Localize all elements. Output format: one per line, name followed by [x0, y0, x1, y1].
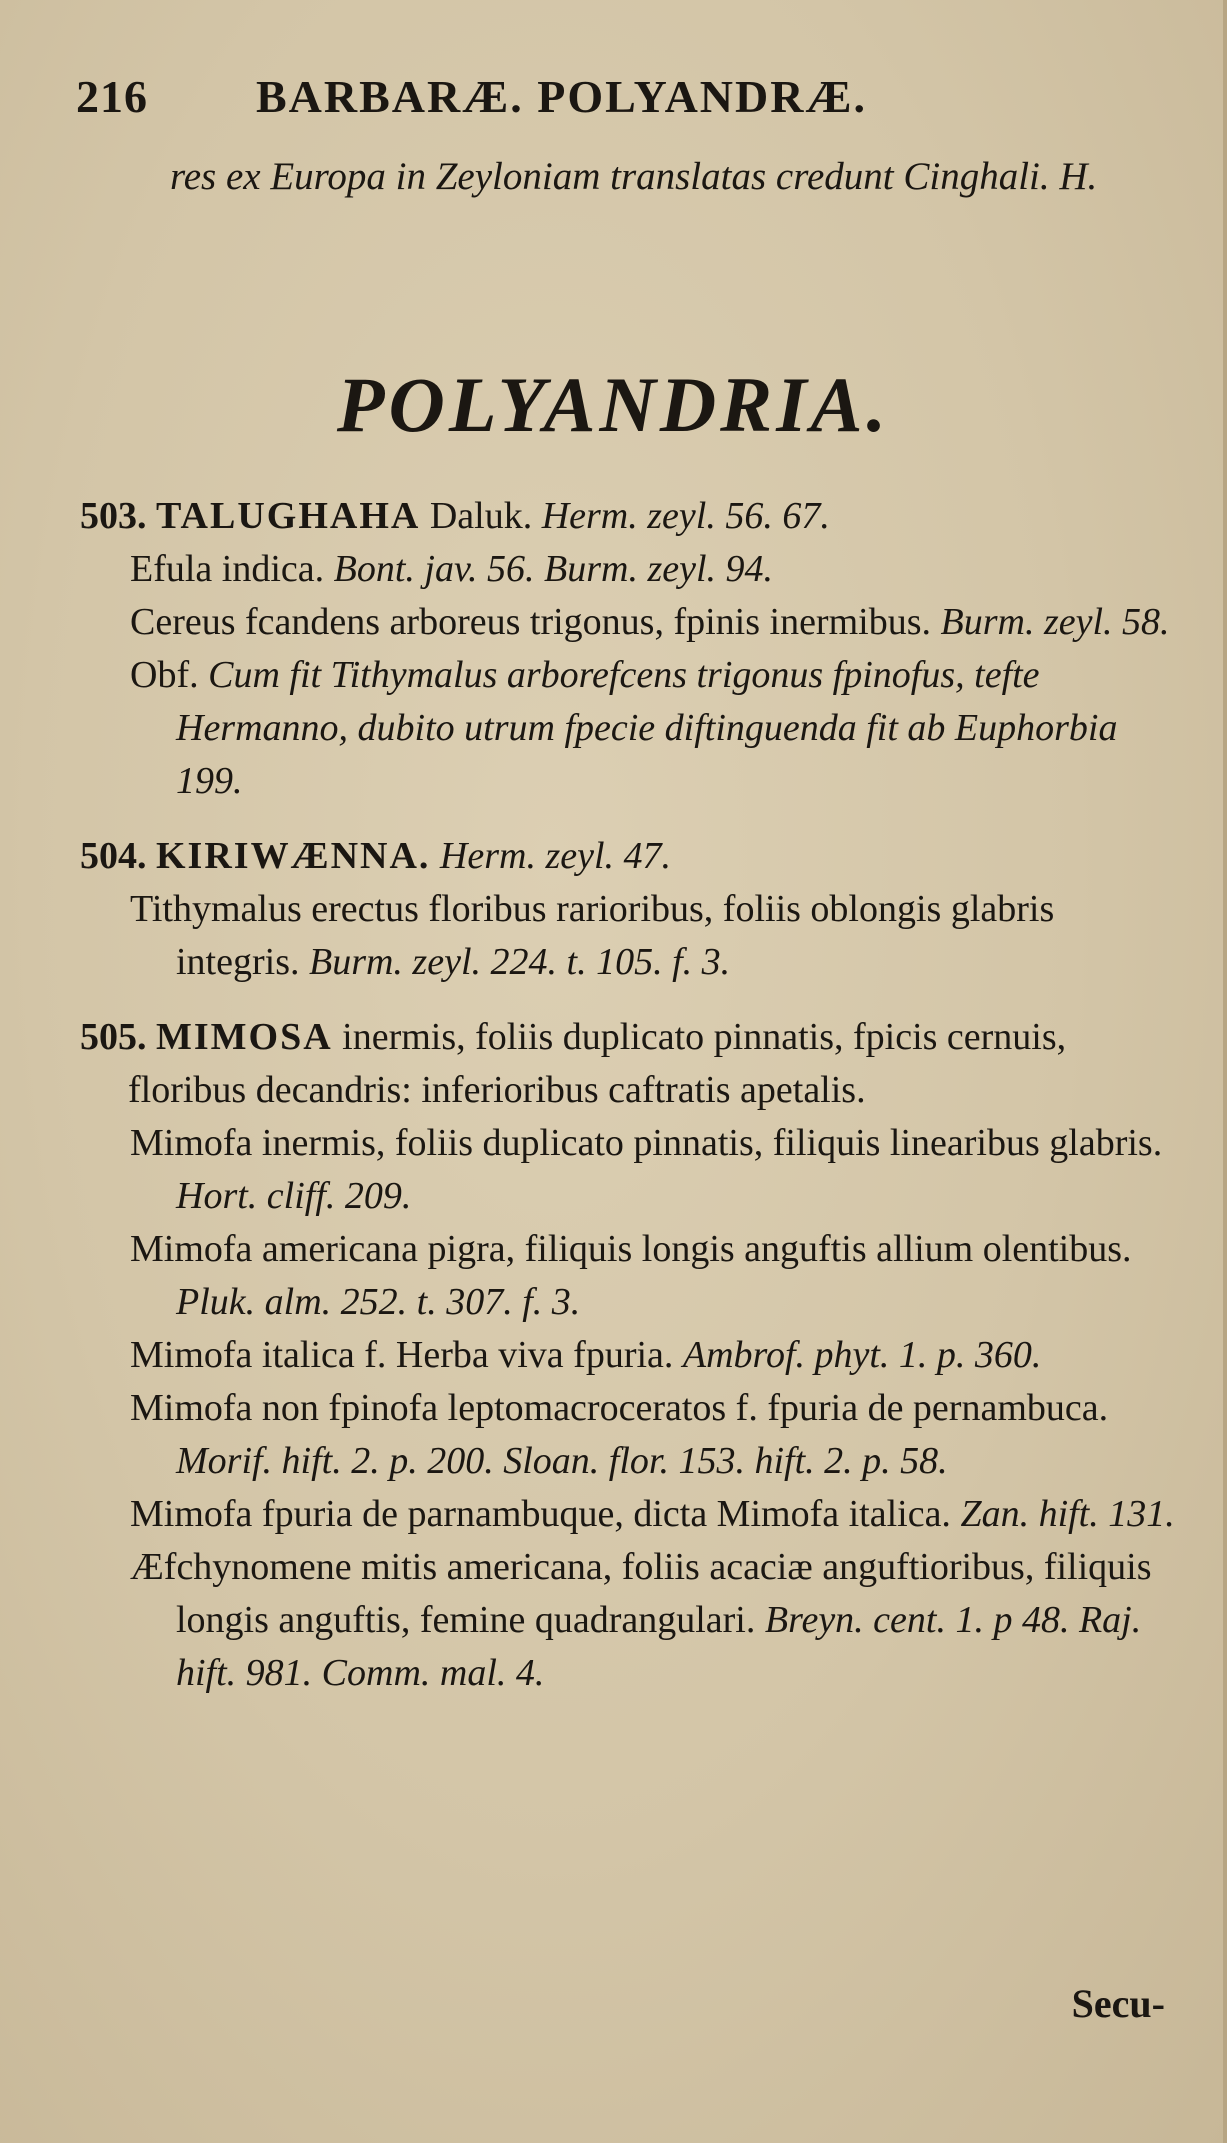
- synonym: [80, 1488, 1180, 1541]
- entry-name-tail: Daluk.: [420, 495, 533, 537]
- synonym: [80, 1329, 1180, 1382]
- synonym-reference: Burm. zeyl. 224. t. 105. f. 3.: [308, 941, 731, 983]
- synonym-reference: Pluk. alm. 252. t. 307. f. 3.: [176, 1281, 581, 1323]
- synonym: [80, 1117, 1180, 1223]
- synonym-text: Mimofa fpuria de parnambuque, dicta Mimofa italica.: [130, 1493, 951, 1535]
- synonym: [80, 1382, 1180, 1488]
- synonym-text: Mimofa inermis, foliis duplicato pinnatis, filiquis linearibus glabris.: [130, 1122, 1163, 1164]
- synonym: [80, 1541, 1180, 1700]
- entry-name-tail: inermis, foliis duplicato pinnatis, fpicis cernuis, floribus decandris: inferioribus caftratis apetalis.: [128, 1016, 1067, 1111]
- synonym-reference: Zan. hift. 131.: [960, 1493, 1175, 1535]
- entry-505: [80, 1011, 1180, 1700]
- observation: [80, 649, 1180, 808]
- synonym-text: Tithymalus erectus floribus rarioribus, foliis oblongis glabris integris.: [130, 888, 1055, 983]
- entry-head: [80, 490, 1180, 543]
- synonym-text: Æfchynomene mitis americana, foliis acaciæ anguftioribus, filiquis longis anguftis, femine quadrangulari.: [130, 1546, 1152, 1641]
- running-title: BARBARÆ. POLYANDRÆ.: [256, 71, 867, 122]
- synonym-text: Mimofa italica f. Herba viva fpuria.: [130, 1334, 674, 1376]
- synonym-text: Cereus fcandens arboreus trigonus, fpinis inermibus.: [130, 601, 931, 643]
- continuation-text: res ex Europa in Zeyloniam translatas credunt Cinghali. H.: [170, 155, 1098, 198]
- entry-number: 505.: [80, 1016, 147, 1058]
- synonym-reference: Bont. jav. 56. Burm. zeyl. 94.: [333, 548, 774, 590]
- synonym-reference: Hort. cliff. 209.: [176, 1175, 412, 1217]
- page-edge: [1223, 0, 1227, 2143]
- synonym-text: Mimofa americana pigra, filiquis longis anguftis allium olentibus.: [130, 1228, 1132, 1270]
- synonym: [80, 543, 1180, 596]
- entry-503: [80, 490, 1180, 808]
- synonym-reference: Ambrof. phyt. 1. p. 360.: [682, 1334, 1042, 1376]
- synonym-reference: Breyn. cent. 1. p 48. Raj. hift. 981. Comm. mal. 4.: [176, 1599, 1142, 1694]
- observation-text: Cum fit Tithymalus arborefcens trigonus fpinofus, tefte Hermanno, dubito utrum fpecie diftinguenda fit ab Euphorbia 199.: [176, 654, 1118, 802]
- section-title: POLYANDRIA.: [336, 361, 891, 448]
- synonym-text: Mimofa non fpinofa leptomacroceratos f. fpuria de pernambuca.: [130, 1387, 1109, 1429]
- observation-label: Obf.: [130, 654, 199, 696]
- entry-head: [80, 830, 1180, 883]
- synonym-text: Efula indica.: [130, 548, 325, 590]
- entry-reference: Herm. zeyl. 47.: [439, 835, 672, 877]
- entry-number: 504.: [80, 835, 147, 877]
- catchword: Secu-: [1071, 1981, 1165, 2026]
- synonym: [80, 883, 1180, 989]
- synonym-reference: Burm. zeyl. 58.: [940, 601, 1170, 643]
- entry-head: [80, 1011, 1180, 1117]
- page-number: 216: [76, 71, 148, 122]
- entries-list: [80, 490, 1180, 1722]
- entry-name: MIMOSA: [156, 1016, 333, 1058]
- entry-number: 503.: [80, 495, 147, 537]
- entry-name: KIRIWÆNNA.: [156, 835, 431, 877]
- entry-reference: Herm. zeyl. 56. 67.: [541, 495, 830, 537]
- page-header: [76, 70, 1156, 130]
- entry-name: TALUGHAHA: [156, 495, 421, 537]
- synonym: [80, 596, 1180, 649]
- synonym: [80, 1223, 1180, 1329]
- synonym-reference: Morif. hift. 2. p. 200. Sloan. flor. 153. hift. 2. p. 58.: [176, 1440, 948, 1482]
- entry-504: [80, 830, 1180, 989]
